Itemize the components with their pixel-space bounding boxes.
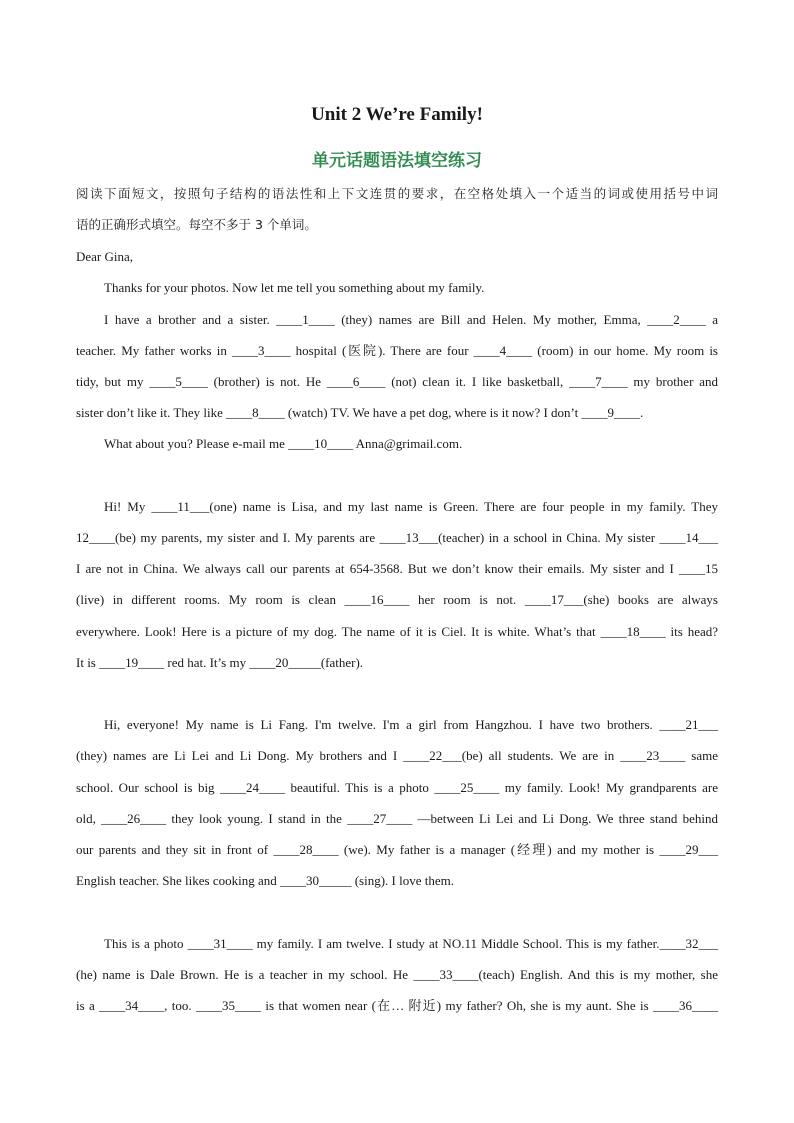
passage-line: tidy, but my ____5____ (brother) is not. He ____6____ (not) clean it. I like basketball, ____7____ my brother and [76,374,718,389]
passage-line: sister don’t like it. They like ____8____ (watch) TV. We have a pet dog, where is it now? I don’t ____9____. [76,405,644,420]
passage-line: our parents and they sit in front of ____28____ (we). My father is a manager (经理) and my mother is ____29___ [76,842,718,857]
passage-line: is a ____34____, too. ____35____ is that women near (在… 附近) my father? Oh, she is my aunt. She is ____36____ [76,998,718,1013]
instruction-line: 语的正确形式填空。每空不多于 3 个单词。 [76,217,317,232]
passage-line: Hi, everyone! My name is Li Fang. I'm twelve. I'm a girl from Hangzhou. I have two brothers. ____21___ [104,717,718,732]
passage-line: teacher. My father works in ____3____ hospital (医院). There are four ____4____ (room) in our home. My room is [76,343,718,358]
passage-line: (they) names are Li Lei and Li Dong. My brothers and I ____22___(be) all students. We are in ____23____ same [76,748,718,763]
passage-line: I have a brother and a sister. ____1____ (they) names are Bill and Helen. My mother, Emma, ____2____ a [104,312,718,327]
passage-line: This is a photo ____31____ my family. I am twelve. I study at NO.11 Middle School. This is my father.____32___ [104,936,718,951]
passage-line: everywhere. Look! Here is a picture of my dog. The name of it is Ciel. It is white. What’s that ____18____ its head? [76,624,718,639]
passage-line: (he) name is Dale Brown. He is a teacher in my school. He ____33____(teach) English. And this is my mother, she [76,967,718,982]
passage-line: 12____(be) my parents, my sister and I. My parents are ____13___(teacher) in a school in China. My sister ____14___ [76,530,718,545]
greeting: Dear Gina, [76,249,134,264]
page-subtitle: 单元话题语法填空练习 [312,151,482,171]
page-title: Unit 2 We’re Family! [311,104,483,125]
passage-line: school. Our school is big ____24____ beautiful. This is a photo ____25____ my family. Look! My grandparents are [76,780,718,795]
passage-line: I are not in China. We always call our parents at 654-3568. But we don’t know their emails. My sister and I ____15 [76,561,718,576]
passage-line: old, ____26____ they look young. I stand in the ____27____ —between Li Lei and Li Dong. We three stand behind [76,811,718,826]
passage-line: It is ____19____ red hat. It’s my ____20_____(father). [76,655,364,670]
passage-line: Thanks for your photos. Now let me tell you something about my family. [104,280,485,295]
passage-line: English teacher. She likes cooking and ____30_____ (sing). I love them. [76,873,455,888]
passage-line: What about you? Please e-mail me ____10____ Anna@grimail.com. [104,436,463,451]
instruction-line: 阅读下面短文，按照句子结构的语法性和上下文连贯的要求，在空格处填入一个适当的词或使用括号中词 [76,186,718,201]
passage-line: (live) in different rooms. My room is clean ____16____ her room is not. ____17___(she) books are always [76,592,718,607]
passage-line: Hi! My ____11___(one) name is Lisa, and my last name is Green. There are four people in my family. They [104,499,718,514]
